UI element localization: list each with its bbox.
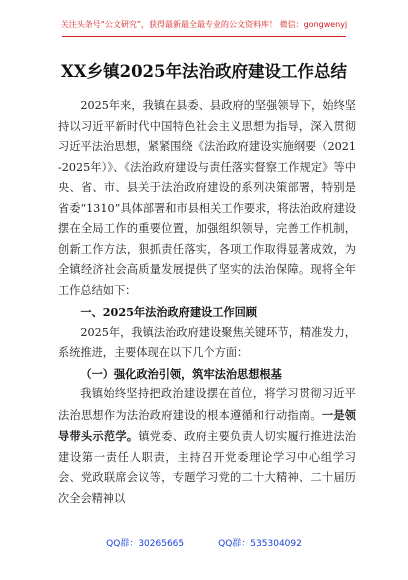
intro-paragraph: 2025年来，我镇在县委、县政府的坚强领导下，始终坚持以习近平新时代中国特色社会主义思想为指导，深入贯彻习近平法治思想，紧紧围绕《法治政府建设实施纲要（2021-2025年）》、《法治政府建设与责任落实督察工作规定》等中央、省、市、县关于法治政府建设的系列决策部署，特别是省委“1310”具体部署和市县相关工作要求，将法治政府建设摆在全局工作的重要位置，加强组织领导，完善工作机制，创新工作方法，狠抓责任落实，各项工作取得显著成效，为全镇经济社会高质量发展提供了坚实的法治保障。现将全年工作总结如下： xyxy=(58,99,356,297)
subsection-heading-1: （一）强化政治引领，筑牢法治思想根基 xyxy=(80,366,282,381)
header-promo-note: 关注头条号“公文研究”，获得最新最全最专业的公文资料库！ 微信：gongwenyj xyxy=(60,20,348,29)
subsection-1-paragraph xyxy=(58,384,356,509)
subsection-1-text-end: 镇党委、政府主要负责人切实履行推进法治建设第一责任人职责，主持召开党委理论学习中心组学习会、党政联席会议等，专题学习党的二十大精神、二十届历次全会精神以 xyxy=(58,430,356,505)
footer-qq-group-1: QQ群：30265665 xyxy=(106,539,185,549)
header-divider xyxy=(62,36,346,37)
subsection-1-emphasis: 一是领导带头示范学。 xyxy=(58,407,356,443)
subsection-1-text-start: 我镇始终坚持把政治建设摆在首位，将学习贯彻习近平法治思想作为法治政府建设的根本遵循和行动指南。 xyxy=(58,387,356,422)
section-1-intro-paragraph: 2025年，我镇法治政府建设聚焦关键环节，精准发力，系统推进，主要体现在以下几个方面： xyxy=(58,325,356,359)
document-title: XX乡镇2025年法治政府建设工作总结 xyxy=(60,62,348,81)
footer-qq-group-2: QQ群：535304092 xyxy=(218,539,302,549)
section-heading-1: 一、2025年法治政府建设工作回顾 xyxy=(80,305,257,319)
footer-contact xyxy=(0,536,408,549)
document-body xyxy=(58,96,356,509)
